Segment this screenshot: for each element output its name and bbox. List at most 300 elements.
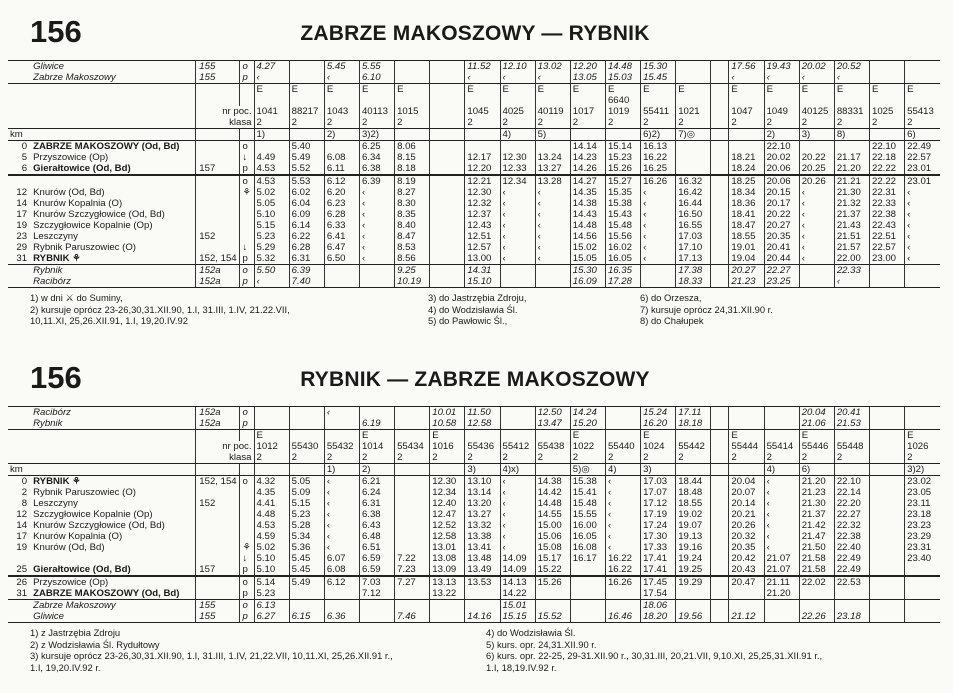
time-cell: ‹ xyxy=(834,72,869,84)
line-number xyxy=(196,141,240,153)
time-cell: 6.21 xyxy=(359,476,394,488)
time-cell: 17.24 xyxy=(641,520,676,531)
time-cell: 20.43 xyxy=(729,564,764,576)
time-cell: 15.48 xyxy=(605,220,640,231)
time-cell xyxy=(711,265,729,277)
note-ref xyxy=(465,129,500,141)
line-number xyxy=(196,152,240,163)
km-cell: 0 xyxy=(8,141,30,153)
time-cell: ‹ xyxy=(905,220,940,231)
train-number xyxy=(711,441,729,452)
time-cell xyxy=(711,509,729,520)
time-cell: 7.23 xyxy=(395,564,430,576)
time-cell: 5.09 xyxy=(289,487,324,498)
label-cell xyxy=(30,95,196,106)
train-number: 1041 xyxy=(254,106,289,117)
station-name: Gierałtowice (Od, Bd) xyxy=(33,564,131,575)
arr-dep-mark: ⚘ xyxy=(240,187,254,198)
time-cell: ‹ xyxy=(641,253,676,265)
note-ref xyxy=(711,129,729,141)
label-cell xyxy=(30,430,196,442)
time-cell xyxy=(430,72,465,84)
time-cell: ‹ xyxy=(905,198,940,209)
train-class: 2 xyxy=(764,452,799,464)
time-cell xyxy=(500,141,535,153)
station-name: Knurów (Od, Bd) xyxy=(33,187,105,198)
time-cell: 7.27 xyxy=(395,576,430,588)
time-cell xyxy=(535,265,570,277)
station-name: Rybnik xyxy=(30,265,196,277)
time-cell: 21.20 xyxy=(834,163,869,175)
time-cell: 18.47 xyxy=(729,220,764,231)
station-name: Knurów Kopalnia (O) xyxy=(33,198,123,209)
time-cell xyxy=(869,576,904,588)
time-cell: 21.07 xyxy=(764,564,799,576)
time-cell: 5.23 xyxy=(254,231,289,242)
train-number-row xyxy=(8,441,940,452)
km-cell: 8 xyxy=(21,498,28,509)
time-cell: 20.02 xyxy=(799,61,834,73)
connection-row xyxy=(8,276,940,288)
km-cell: 12 xyxy=(16,509,28,520)
station-name: Leszczyny xyxy=(33,498,78,509)
connection-row xyxy=(8,600,940,612)
line-number: 152a xyxy=(196,276,240,288)
train-category xyxy=(395,430,430,442)
time-cell: 20.14 xyxy=(729,498,764,509)
train-number: 55444 xyxy=(729,441,764,452)
time-cell: 8.56 xyxy=(395,253,430,265)
time-cell: 6.11 xyxy=(324,163,359,175)
train-number: 4025 xyxy=(500,106,535,117)
time-cell: 22.33 xyxy=(869,198,904,209)
train-class: 2 xyxy=(500,117,535,129)
train-number: 55448 xyxy=(834,441,869,452)
time-cell: 19.29 xyxy=(676,576,711,588)
train-class: 2 xyxy=(834,452,869,464)
time-cell: 13.08 xyxy=(430,553,465,564)
label-cell xyxy=(30,106,196,117)
time-cell: 16.22 xyxy=(605,553,640,564)
train-category: E xyxy=(359,430,394,442)
footnote: 4) do Wodzisławia Śl. xyxy=(428,303,518,315)
time-cell: 17.03 xyxy=(641,476,676,488)
time-cell: 14.27 xyxy=(570,175,605,187)
time-cell: ‹ xyxy=(500,253,535,265)
time-cell xyxy=(324,418,359,430)
time-cell: 22.10 xyxy=(834,476,869,488)
time-cell: 5.02 xyxy=(254,187,289,198)
note-ref xyxy=(834,464,869,476)
time-cell: ‹ xyxy=(799,209,834,220)
time-cell xyxy=(324,600,359,612)
time-cell xyxy=(905,276,940,288)
station-row xyxy=(8,141,940,153)
route-title: ZABRZE MAKOSZOWY — RYBNIK xyxy=(300,22,650,45)
station-name: Gierałtowice (Od, Bd) xyxy=(33,163,131,174)
train-number: 1024 xyxy=(641,441,676,452)
time-cell xyxy=(676,163,711,175)
time-cell: 18.21 xyxy=(729,152,764,163)
note-ref: 1) xyxy=(254,129,289,141)
line-number: 152, 154 xyxy=(196,253,240,265)
time-cell: 6.22 xyxy=(289,231,324,242)
time-cell xyxy=(711,276,729,288)
time-cell xyxy=(289,61,324,73)
note-ref: 4)x) xyxy=(500,464,535,476)
train-category: E xyxy=(535,84,570,96)
station-row xyxy=(8,553,940,564)
time-cell: ‹ xyxy=(641,231,676,242)
station-name: Racibórz xyxy=(30,276,196,288)
time-cell xyxy=(395,72,430,84)
label-cell xyxy=(30,84,196,96)
time-cell xyxy=(359,600,394,612)
train-category: E xyxy=(905,84,940,96)
note-ref: 3)2) xyxy=(905,464,940,476)
time-cell: 8.40 xyxy=(395,220,430,231)
train-number: 1017 xyxy=(570,106,605,117)
km-cell xyxy=(8,175,30,187)
label-cell xyxy=(196,464,240,476)
time-cell: ‹ xyxy=(905,187,940,198)
time-cell: 22.18 xyxy=(869,152,904,163)
time-cell: 7.40 xyxy=(289,276,324,288)
time-cell xyxy=(711,187,729,198)
time-cell: 16.25 xyxy=(641,163,676,175)
time-cell: 6.28 xyxy=(324,209,359,220)
time-cell: ‹ xyxy=(764,520,799,531)
time-cell: 15.17 xyxy=(535,553,570,564)
time-cell xyxy=(465,141,500,153)
time-cell: 4.32 xyxy=(254,476,289,488)
line-number: 152, 154 xyxy=(196,476,240,488)
time-cell xyxy=(605,407,640,419)
time-cell: ‹ xyxy=(535,198,570,209)
note-ref xyxy=(254,464,289,476)
arr-dep-mark: p xyxy=(240,253,254,265)
train-number: 1014 xyxy=(359,441,394,452)
time-cell: 21.51 xyxy=(834,231,869,242)
time-cell xyxy=(799,588,834,600)
arr-dep-mark xyxy=(240,198,254,209)
time-cell xyxy=(711,542,729,553)
time-cell xyxy=(430,152,465,163)
line-number xyxy=(196,576,240,588)
note-ref: 1) xyxy=(324,464,359,476)
time-cell: 20.26 xyxy=(729,520,764,531)
km-cell: 23 xyxy=(16,231,28,242)
time-cell: 14.48 xyxy=(535,498,570,509)
note-ref xyxy=(729,129,764,141)
time-cell: 6.12 xyxy=(324,576,359,588)
line-number xyxy=(196,209,240,220)
timetable-grid xyxy=(8,60,940,288)
time-cell: 17.13 xyxy=(676,253,711,265)
route-number: 156 xyxy=(30,14,82,49)
time-cell: 6.41 xyxy=(324,231,359,242)
time-cell xyxy=(430,220,465,231)
note-ref: 5) xyxy=(535,129,570,141)
line-number xyxy=(196,187,240,198)
train-number: 55442 xyxy=(676,441,711,452)
footnote: 1) z Jastrzębia Zdroju xyxy=(30,627,121,638)
time-cell: 9.25 xyxy=(395,265,430,277)
time-cell: ‹ xyxy=(799,187,834,198)
km-cell xyxy=(8,600,30,612)
line-number: 155 xyxy=(196,600,240,612)
train-number: 1025 xyxy=(869,106,904,117)
train-class: 2 xyxy=(799,117,834,129)
time-cell: 6.08 xyxy=(324,152,359,163)
time-cell: 15.30 xyxy=(570,265,605,277)
line-number: 152a xyxy=(196,407,240,419)
train-class: 2 xyxy=(500,452,535,464)
time-cell: 13.53 xyxy=(465,576,500,588)
time-cell: ‹ xyxy=(799,198,834,209)
time-cell: 12.58 xyxy=(430,531,465,542)
train-extra xyxy=(254,95,289,106)
time-cell: ‹ xyxy=(764,542,799,553)
time-cell: 5.28 xyxy=(289,520,324,531)
train-class: 2 xyxy=(605,117,640,129)
time-cell: 16.55 xyxy=(676,220,711,231)
time-cell: 18.36 xyxy=(729,198,764,209)
time-cell: 16.42 xyxy=(676,187,711,198)
train-number: 1043 xyxy=(324,106,359,117)
line-number: 157 xyxy=(196,163,240,175)
time-cell xyxy=(711,576,729,588)
time-cell xyxy=(869,520,904,531)
time-cell xyxy=(430,209,465,220)
class-row xyxy=(8,117,940,129)
time-cell xyxy=(711,61,729,73)
footnote: 3) kursuje oprócz 23-26,30,31.XII.90, 1.I, 31.III, 1.IV, 21,22.VII, 10,11.XI, 25,26.XII.91 r., xyxy=(30,650,393,661)
time-cell: ‹ xyxy=(799,242,834,253)
time-cell xyxy=(395,542,430,553)
time-cell: 22.27 xyxy=(764,265,799,277)
time-cell: 6.04 xyxy=(289,198,324,209)
time-cell: ‹ xyxy=(500,498,535,509)
time-cell: 14.56 xyxy=(570,231,605,242)
arr-dep-mark xyxy=(240,231,254,242)
time-cell: 22.00 xyxy=(834,253,869,265)
time-cell: 13.01 xyxy=(430,542,465,553)
time-cell: 15.35 xyxy=(605,187,640,198)
time-cell xyxy=(395,418,430,430)
train-number: 55413 xyxy=(905,106,940,117)
train-number: 40113 xyxy=(359,106,394,117)
train-extra xyxy=(535,95,570,106)
train-class: 2 xyxy=(465,117,500,129)
time-cell: ‹ xyxy=(359,231,394,242)
train-extra xyxy=(465,95,500,106)
train-extra xyxy=(676,95,711,106)
footnotes xyxy=(8,627,942,673)
time-cell: ‹ xyxy=(324,542,359,553)
km-cell xyxy=(8,95,30,106)
time-cell: 20.35 xyxy=(729,542,764,553)
notes-row xyxy=(8,464,940,476)
time-cell: ‹ xyxy=(500,231,535,242)
time-cell: 16.05 xyxy=(570,531,605,542)
time-cell: 15.27 xyxy=(605,175,640,187)
time-cell: 20.52 xyxy=(834,61,869,73)
train-category: E xyxy=(905,430,940,442)
time-cell: 18.20 xyxy=(641,611,676,623)
time-cell: 13.41 xyxy=(465,542,500,553)
train-category xyxy=(535,430,570,442)
time-cell: 18.41 xyxy=(729,209,764,220)
time-cell: 16.26 xyxy=(605,576,640,588)
time-cell: 15.38 xyxy=(570,476,605,488)
train-number xyxy=(869,441,904,452)
time-cell xyxy=(711,231,729,242)
time-cell: 6.39 xyxy=(289,265,324,277)
time-cell: ‹ xyxy=(764,487,799,498)
time-cell: 16.44 xyxy=(676,198,711,209)
train-category: E xyxy=(641,430,676,442)
train-category: E xyxy=(869,84,904,96)
train-extra xyxy=(500,95,535,106)
train-number xyxy=(430,106,465,117)
time-cell: 12.50 xyxy=(535,407,570,419)
time-cell: 23.40 xyxy=(905,553,940,564)
time-cell: 13.00 xyxy=(465,253,500,265)
note-ref: 4) xyxy=(764,464,799,476)
arr-dep-mark: ⚘ xyxy=(240,542,254,553)
time-cell: 13.22 xyxy=(430,588,465,600)
time-cell xyxy=(430,276,465,288)
arr-dep-mark xyxy=(240,220,254,231)
time-cell: ‹ xyxy=(605,498,640,509)
note-ref: 6) xyxy=(799,464,834,476)
time-cell: 14.48 xyxy=(570,220,605,231)
time-cell: 17.03 xyxy=(676,231,711,242)
km-cell xyxy=(8,553,30,564)
note-ref: 4) xyxy=(500,129,535,141)
arr-dep-mark: p xyxy=(240,564,254,576)
time-cell: 16.32 xyxy=(676,175,711,187)
train-class xyxy=(869,452,904,464)
time-cell xyxy=(430,231,465,242)
time-cell: 16.20 xyxy=(641,418,676,430)
route-number: 156 xyxy=(30,360,82,395)
time-cell xyxy=(430,253,465,265)
time-cell: 13.48 xyxy=(465,553,500,564)
time-cell: 22.38 xyxy=(834,531,869,542)
time-cell: 10.19 xyxy=(395,276,430,288)
time-cell: ‹ xyxy=(500,542,535,553)
time-cell: 13.27 xyxy=(535,163,570,175)
station-name: Knurów Szczygłowice (Od, Bd) xyxy=(33,520,165,531)
train-number: 88331 xyxy=(834,106,869,117)
train-number: 55440 xyxy=(605,441,640,452)
km-cell: 14 xyxy=(16,198,28,209)
station-row xyxy=(8,498,940,509)
time-cell: 17.38 xyxy=(676,265,711,277)
connection-row xyxy=(8,611,940,623)
km-cell: 26 xyxy=(8,576,30,588)
station-name: Racibórz xyxy=(30,407,196,419)
klasa-label: klasa xyxy=(196,117,254,129)
time-cell: 6.43 xyxy=(359,520,394,531)
time-cell: 18.06 xyxy=(641,600,676,612)
time-cell: 23.31 xyxy=(905,542,940,553)
line-number: 152a xyxy=(196,418,240,430)
time-cell: ‹ xyxy=(500,198,535,209)
time-cell: 6.59 xyxy=(359,564,394,576)
train-number: 1015 xyxy=(395,106,430,117)
train-number: 1021 xyxy=(676,106,711,117)
time-cell xyxy=(834,588,869,600)
time-cell: ‹ xyxy=(605,520,640,531)
time-cell: 23.25 xyxy=(764,276,799,288)
time-cell: ‹ xyxy=(641,209,676,220)
train-extra xyxy=(324,95,359,106)
station-row xyxy=(8,576,940,588)
time-cell: 22.49 xyxy=(905,141,940,153)
time-cell xyxy=(869,276,904,288)
time-cell: 14.14 xyxy=(570,141,605,153)
time-cell xyxy=(570,588,605,600)
arr-dep-mark xyxy=(240,209,254,220)
time-cell: 20.27 xyxy=(764,220,799,231)
time-cell: 5.45 xyxy=(289,553,324,564)
time-cell xyxy=(254,407,289,419)
train-category: E xyxy=(729,430,764,442)
connection-row xyxy=(8,61,940,73)
km-cell xyxy=(8,276,30,288)
time-cell xyxy=(869,265,904,277)
time-cell: 17.10 xyxy=(676,242,711,253)
time-cell: ‹ xyxy=(764,476,799,488)
time-cell xyxy=(430,141,465,153)
time-cell: ‹ xyxy=(535,231,570,242)
time-cell xyxy=(869,600,904,612)
time-cell: 20.41 xyxy=(764,242,799,253)
time-cell xyxy=(729,407,764,419)
time-cell: 20.32 xyxy=(729,531,764,542)
time-cell: 6.59 xyxy=(359,553,394,564)
time-cell xyxy=(729,600,764,612)
time-cell xyxy=(711,476,729,488)
km-cell: 14 xyxy=(16,520,28,531)
train-category xyxy=(430,84,465,96)
train-class: 2 xyxy=(254,452,289,464)
time-cell xyxy=(711,242,729,253)
time-cell xyxy=(430,61,465,73)
time-cell: 12.33 xyxy=(500,163,535,175)
time-cell xyxy=(869,553,904,564)
time-cell: 18.55 xyxy=(676,498,711,509)
time-cell: 15.00 xyxy=(535,520,570,531)
time-cell: 20.35 xyxy=(764,231,799,242)
station-name: Szczygłowice Kopalnie (Op) xyxy=(33,509,153,520)
label-cell xyxy=(196,95,240,106)
line-number xyxy=(196,220,240,231)
time-cell xyxy=(500,276,535,288)
train-class: 2 xyxy=(676,452,711,464)
station-name: Gliwice xyxy=(30,611,196,623)
time-cell: 15.23 xyxy=(605,152,640,163)
footnote: 3) do Jastrzębia Zdroju, xyxy=(428,292,527,303)
time-cell: 8.30 xyxy=(395,198,430,209)
time-cell: ‹ xyxy=(500,242,535,253)
time-cell: 8.18 xyxy=(395,163,430,175)
time-cell xyxy=(711,520,729,531)
note-ref xyxy=(869,464,904,476)
